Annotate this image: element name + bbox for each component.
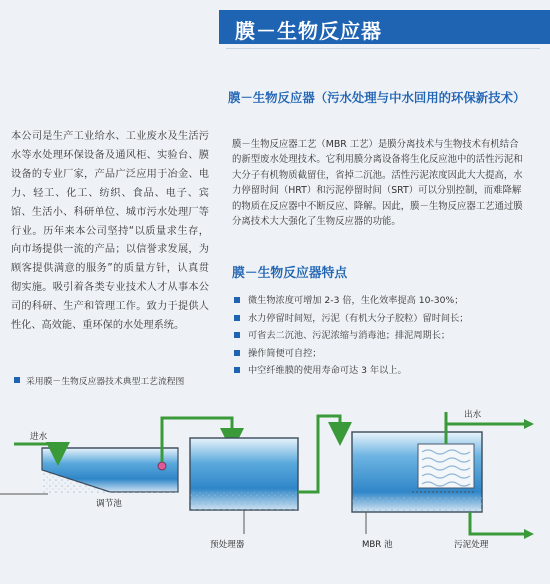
bullet-icon	[234, 315, 240, 321]
mbr-tank	[352, 432, 482, 512]
header-divider	[226, 48, 540, 49]
pipe-tank2-to-mbr	[298, 416, 340, 492]
bullet-icon	[234, 367, 240, 373]
caption-text: 采用膜－生物反应器技术典型工艺流程图	[26, 377, 185, 387]
pretreatment-label: 预处理器	[210, 540, 245, 550]
features-heading: 膜－生物反应器特点	[232, 266, 348, 281]
inlet-label: 进水	[30, 432, 48, 442]
sludge-treatment-label: 污泥处理	[454, 540, 489, 550]
company-paragraph: 本公司是生产工业给水、工业废水及生活污水等水处理环保设备及通风柜、实验台、膜设备的专业厂家，产品广泛应用于冶金、电力、轻工、化工、纺织、食品、电子、宾馆、生活小、科研单位、城市污水处理厂等行业。历年来本公司坚持“以质量求生存，向市场提供一流的产品；以信誉求发展，为顾客提供满意的服务”的质量方针，认真贯彻实施。吸引着各类专业技术人才从事本公司的科研、生产和管理工作。致力于提供人性化、高效能、重环保的水处理系统。	[11, 131, 209, 332]
outlet-arrow-icon	[524, 419, 534, 429]
sludge-arrow-icon	[524, 529, 534, 539]
pump-icon	[158, 462, 166, 470]
diagram-caption	[14, 374, 184, 387]
mbr-tank-sediment	[352, 496, 482, 512]
bullet-icon	[234, 297, 240, 303]
feature-text: 操作简便可自控；	[248, 347, 322, 359]
features-list	[234, 292, 534, 380]
sludge-pipe	[470, 512, 530, 534]
page-title: 膜－生物反应器	[235, 19, 382, 43]
bullet-icon	[234, 350, 240, 356]
header-banner	[219, 10, 550, 44]
equalization-tank-label: 调节池	[96, 499, 122, 509]
process-flow-diagram	[0, 388, 550, 584]
feature-text: 水力停留时间短，污泥（有机大分子胶粒）留时间长；	[248, 312, 469, 324]
caption-bullet-icon	[14, 377, 20, 383]
outlet-label: 出水	[464, 410, 482, 420]
equalization-tank	[42, 448, 178, 494]
feature-item	[234, 327, 534, 345]
intro-paragraph: 膜－生物反应器工艺（MBR 工艺）是膜分离技术与生物技术有机结合的新型废水处理技术。它利用膜分离设备将生化反应池中的活性污泥和大分子有机物质截留住，省掉二沉池。活性污泥浓度因此大大提高，水力停留时间（HRT）和污泥停留时间（SRT）可以分别控制，而难降解的物质在反应器中不断反应、降解。因此，膜－生物反应器工艺通过膜分离技术大大强化了生物反应器的功能。	[232, 139, 523, 228]
feature-text: 可省去二沉池、污泥浓缩与消毒池；排泥周期长；	[248, 330, 451, 342]
feature-item	[234, 310, 534, 328]
feature-item	[234, 362, 534, 380]
feature-item	[234, 345, 534, 363]
feature-item	[234, 292, 534, 310]
feature-text: 微生物浓度可增加 2-3 倍，生化效率提高 10-30%；	[248, 295, 464, 306]
pretreatment-tank-sediment	[190, 492, 298, 510]
mbr-label: MBR 池	[362, 540, 393, 550]
feature-text: 中空纤维膜的使用寿命可达 3 年以上。	[248, 365, 407, 377]
section-subtitle: 膜－生物反应器（污水处理与中水回用的环保新技术）	[228, 90, 526, 105]
bullet-icon	[234, 332, 240, 338]
pretreatment-tank	[190, 438, 298, 510]
